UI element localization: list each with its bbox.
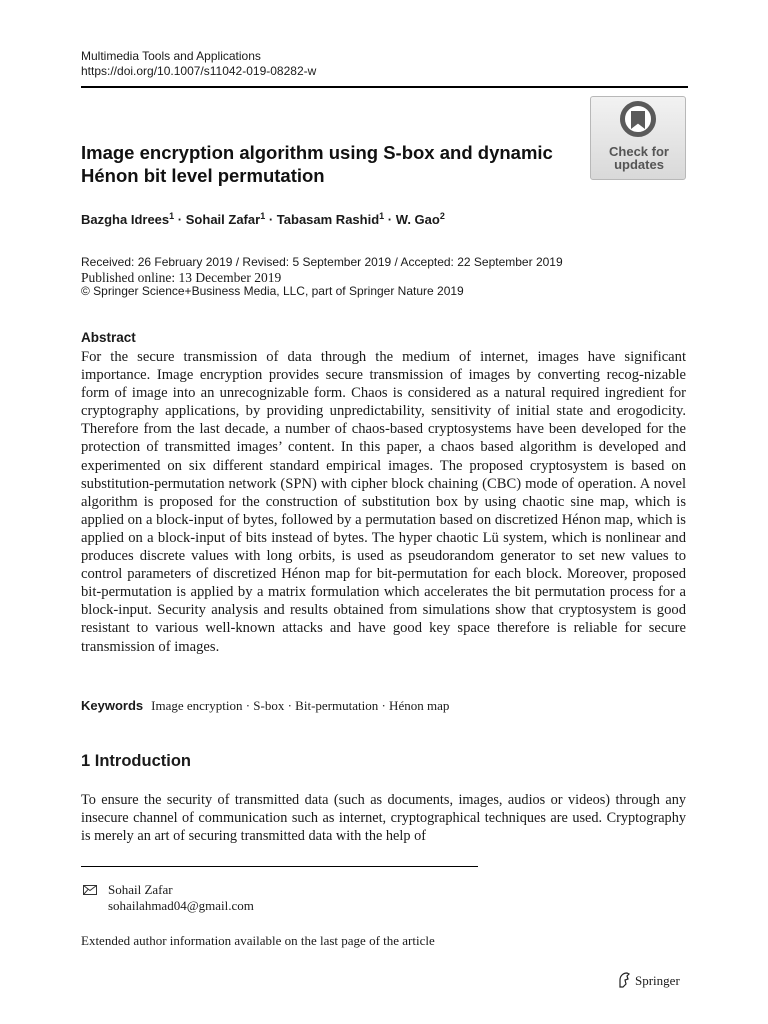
doi-link[interactable]: https://doi.org/10.1007/s11042-019-08282-w	[81, 64, 317, 78]
abstract-text: For the secure transmission of data through the medium of internet, images have significant importance. Image encryption provides secure transmission of images by converting recog-nizable form of image into an unrecognizable form. Chaos is considered as a natural required ingredient for cryptography applications, by providing unpredictability, sensitivity of initial state and erogodicity. Therefore from the last decade, a number of chaos-based cryptosystems have been developed for the protection of transmitted images’ content. In this paper, a chaos based algorithm is developed and experimented on six different standard empirical images. The proposed cryptosystem is based on substitution-permutation network (SPN) with cipher block chaining (CBC) mode of operation. A novel algorithm is proposed for the construction of substitution box by using chaotic sine map, which is applied on a block-input of bytes, followed by a permutation based on discretized Hénon map, which is applied on a block-input of bits instead of bytes. The hyper chaotic Lü system, which is nonlinear and produces discrete values with long orbits, is used as pseudorandom generator to set new values to control parameters of discretized Hénon map for bit-permutation for each block. Moreover, proposed bit-permutation is applied by a matrix formulation which accelerates the bit permutation process for a block-input. Security analysis and results obtained from simulations show that cryptosystem is good resistant to various well-known attacks and have good key space therefore is reliable for secure transmission of images.	[81, 349, 686, 655]
envelope-icon	[83, 885, 97, 895]
author-affiliation: 1	[169, 211, 175, 221]
author-separator: ·	[387, 212, 393, 227]
journal-name: Multimedia Tools and Applications	[81, 49, 261, 63]
corresponding-author-name: Sohail Zafar	[108, 882, 173, 897]
footnote-rule	[81, 866, 478, 867]
section-heading-introduction: 1 Introduction	[81, 752, 191, 770]
keywords	[81, 698, 449, 714]
extended-author-info: Extended author information available on the last page of the article	[81, 933, 435, 948]
publisher-name: Springer	[635, 973, 680, 988]
author-name: Sohail Zafar	[185, 212, 261, 227]
check-for-updates-badge[interactable]	[590, 96, 686, 180]
journal-header	[81, 49, 316, 79]
author-affiliation: 1	[260, 211, 266, 221]
published-date: Published online: 13 December 2019	[81, 270, 282, 285]
corresponding-author-email[interactable]: sohailahmad04@gmail.com	[108, 898, 254, 913]
introduction-text: To ensure the security of transmitted data (such as documents, images, audios or videos) through any insecure channel of communication such as internet, cryptographical techniques are used. Cryptography is merely an art of securing transmitted data with the help of	[81, 792, 686, 844]
author-name: Tabasam Rashid	[276, 212, 380, 227]
author-name: W. Gao	[395, 212, 440, 227]
author-affiliation: 1	[379, 211, 385, 221]
submission-dates: Received: 26 February 2019 / Revised: 5 September 2019 / Accepted: 22 September 2019	[81, 255, 563, 269]
abstract-heading: Abstract	[81, 330, 136, 345]
keywords-label: Keywords	[81, 698, 144, 713]
author-separator: ·	[268, 212, 274, 227]
paper-title: Image encryption algorithm using S-box and dynamic Hénon bit level permutation	[81, 142, 553, 186]
header-rule	[81, 86, 688, 88]
copyright-notice: © Springer Science+Business Media, LLC, part of Springer Nature 2019	[81, 284, 464, 298]
author-name: Bazgha Idrees	[81, 212, 170, 227]
author-list	[81, 211, 445, 227]
badge-line2: updates	[614, 157, 664, 172]
keywords-list: Image encryption · S-box · Bit-permutation · Hénon map	[151, 698, 450, 713]
springer-horse-icon	[617, 972, 631, 988]
badge-line1: Check for	[609, 144, 669, 159]
author-separator: ·	[177, 212, 183, 227]
publisher-logo	[617, 972, 680, 990]
author-affiliation: 2	[439, 211, 445, 221]
